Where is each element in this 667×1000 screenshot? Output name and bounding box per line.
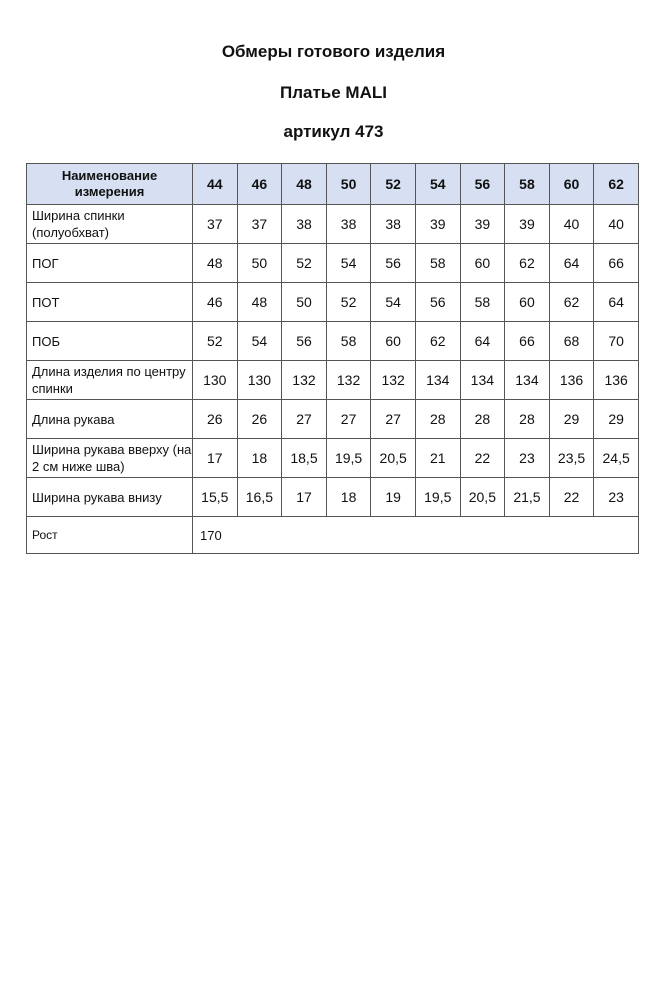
size-header: 58 bbox=[505, 164, 550, 205]
table-cell: 22 bbox=[460, 439, 505, 478]
row-label: ПОБ bbox=[27, 322, 193, 361]
table-cell: 60 bbox=[460, 244, 505, 283]
table-cell: 19,5 bbox=[415, 478, 460, 517]
table-cell: 132 bbox=[371, 361, 416, 400]
table-cell: 20,5 bbox=[371, 439, 416, 478]
table-cell: 16,5 bbox=[237, 478, 282, 517]
table-cell: 60 bbox=[505, 283, 550, 322]
table-cell: 15,5 bbox=[193, 478, 238, 517]
table-row bbox=[27, 205, 639, 244]
product-name: Платье MALI bbox=[280, 83, 387, 102]
table-row bbox=[27, 283, 639, 322]
table-header-row bbox=[27, 164, 639, 205]
table-cell: 18 bbox=[237, 439, 282, 478]
table-cell: 54 bbox=[326, 244, 371, 283]
table-cell: 62 bbox=[549, 283, 594, 322]
size-header: 52 bbox=[371, 164, 416, 205]
table-cell: 132 bbox=[282, 361, 327, 400]
table-cell: 132 bbox=[326, 361, 371, 400]
table-cell: 60 bbox=[371, 322, 416, 361]
table-row bbox=[27, 244, 639, 283]
table-cell: 19 bbox=[371, 478, 416, 517]
table-cell: 136 bbox=[594, 361, 639, 400]
table-cell: 54 bbox=[237, 322, 282, 361]
size-header: 44 bbox=[193, 164, 238, 205]
row-label: ПОТ bbox=[27, 283, 193, 322]
measurement-name-header: Наименование измерения bbox=[27, 164, 193, 205]
table-cell: 62 bbox=[505, 244, 550, 283]
table-cell: 68 bbox=[549, 322, 594, 361]
size-header: 54 bbox=[415, 164, 460, 205]
table-cell: 37 bbox=[193, 205, 238, 244]
table-cell: 28 bbox=[460, 400, 505, 439]
table-cell: 21 bbox=[415, 439, 460, 478]
table-cell: 130 bbox=[237, 361, 282, 400]
table-cell: 136 bbox=[549, 361, 594, 400]
table-cell: 134 bbox=[505, 361, 550, 400]
row-label: Длина рукава bbox=[27, 400, 193, 439]
height-value: 170 bbox=[193, 517, 639, 554]
table-cell: 50 bbox=[282, 283, 327, 322]
row-label: Ширина спинки (полуобхват) bbox=[27, 205, 193, 244]
table-cell: 38 bbox=[371, 205, 416, 244]
table-cell: 26 bbox=[237, 400, 282, 439]
table-cell: 19,5 bbox=[326, 439, 371, 478]
row-label: ПОГ bbox=[27, 244, 193, 283]
table-cell: 39 bbox=[505, 205, 550, 244]
table-cell: 29 bbox=[594, 400, 639, 439]
table-cell: 58 bbox=[326, 322, 371, 361]
table-cell: 56 bbox=[415, 283, 460, 322]
table-cell: 17 bbox=[282, 478, 327, 517]
table-cell: 70 bbox=[594, 322, 639, 361]
size-header: 50 bbox=[326, 164, 371, 205]
table-cell: 17 bbox=[193, 439, 238, 478]
size-header: 60 bbox=[549, 164, 594, 205]
table-cell: 18 bbox=[326, 478, 371, 517]
table-cell: 39 bbox=[415, 205, 460, 244]
table-cell: 134 bbox=[415, 361, 460, 400]
table-row bbox=[27, 439, 639, 478]
table-cell: 52 bbox=[326, 283, 371, 322]
table-cell: 46 bbox=[193, 283, 238, 322]
table-cell: 23 bbox=[505, 439, 550, 478]
size-header: 46 bbox=[237, 164, 282, 205]
table-cell: 58 bbox=[415, 244, 460, 283]
measurements-table bbox=[26, 163, 639, 554]
table-cell: 130 bbox=[193, 361, 238, 400]
table-cell: 37 bbox=[237, 205, 282, 244]
table-cell: 23 bbox=[594, 478, 639, 517]
table-cell: 50 bbox=[237, 244, 282, 283]
table-cell: 52 bbox=[282, 244, 327, 283]
row-label: Длина изделия по центру спинки bbox=[27, 361, 193, 400]
row-label: Ширина рукава вверху (на 2 см ниже шва) bbox=[27, 439, 193, 478]
table-cell: 48 bbox=[237, 283, 282, 322]
table-cell: 18,5 bbox=[282, 439, 327, 478]
table-cell: 40 bbox=[549, 205, 594, 244]
table-cell: 38 bbox=[282, 205, 327, 244]
document-title: Обмеры готового изделия bbox=[221, 42, 446, 61]
table-cell: 64 bbox=[549, 244, 594, 283]
table-cell: 48 bbox=[193, 244, 238, 283]
table-row bbox=[27, 361, 639, 400]
table-cell: 134 bbox=[460, 361, 505, 400]
table-cell: 52 bbox=[193, 322, 238, 361]
table-cell: 27 bbox=[282, 400, 327, 439]
table-cell: 28 bbox=[505, 400, 550, 439]
table-cell: 38 bbox=[326, 205, 371, 244]
article-number: артикул 473 bbox=[283, 122, 384, 141]
table-cell: 58 bbox=[460, 283, 505, 322]
table-cell: 27 bbox=[371, 400, 416, 439]
table-cell: 40 bbox=[594, 205, 639, 244]
table-cell: 54 bbox=[371, 283, 416, 322]
table-cell: 28 bbox=[415, 400, 460, 439]
table-cell: 39 bbox=[460, 205, 505, 244]
table-cell: 27 bbox=[326, 400, 371, 439]
table-cell: 23,5 bbox=[549, 439, 594, 478]
table-cell: 56 bbox=[282, 322, 327, 361]
table-row bbox=[27, 478, 639, 517]
table-cell: 26 bbox=[193, 400, 238, 439]
height-row bbox=[27, 517, 639, 554]
height-label: Рост bbox=[27, 517, 193, 554]
table-cell: 64 bbox=[594, 283, 639, 322]
size-header: 62 bbox=[594, 164, 639, 205]
table-cell: 56 bbox=[371, 244, 416, 283]
table-cell: 20,5 bbox=[460, 478, 505, 517]
table-row bbox=[27, 322, 639, 361]
table-cell: 66 bbox=[505, 322, 550, 361]
table-row bbox=[27, 400, 639, 439]
size-header: 56 bbox=[460, 164, 505, 205]
table-cell: 22 bbox=[549, 478, 594, 517]
table-cell: 64 bbox=[460, 322, 505, 361]
size-header: 48 bbox=[282, 164, 327, 205]
table-cell: 66 bbox=[594, 244, 639, 283]
table-cell: 62 bbox=[415, 322, 460, 361]
table-cell: 24,5 bbox=[594, 439, 639, 478]
row-label: Ширина рукава внизу bbox=[27, 478, 193, 517]
table-cell: 21,5 bbox=[505, 478, 550, 517]
table-cell: 29 bbox=[549, 400, 594, 439]
